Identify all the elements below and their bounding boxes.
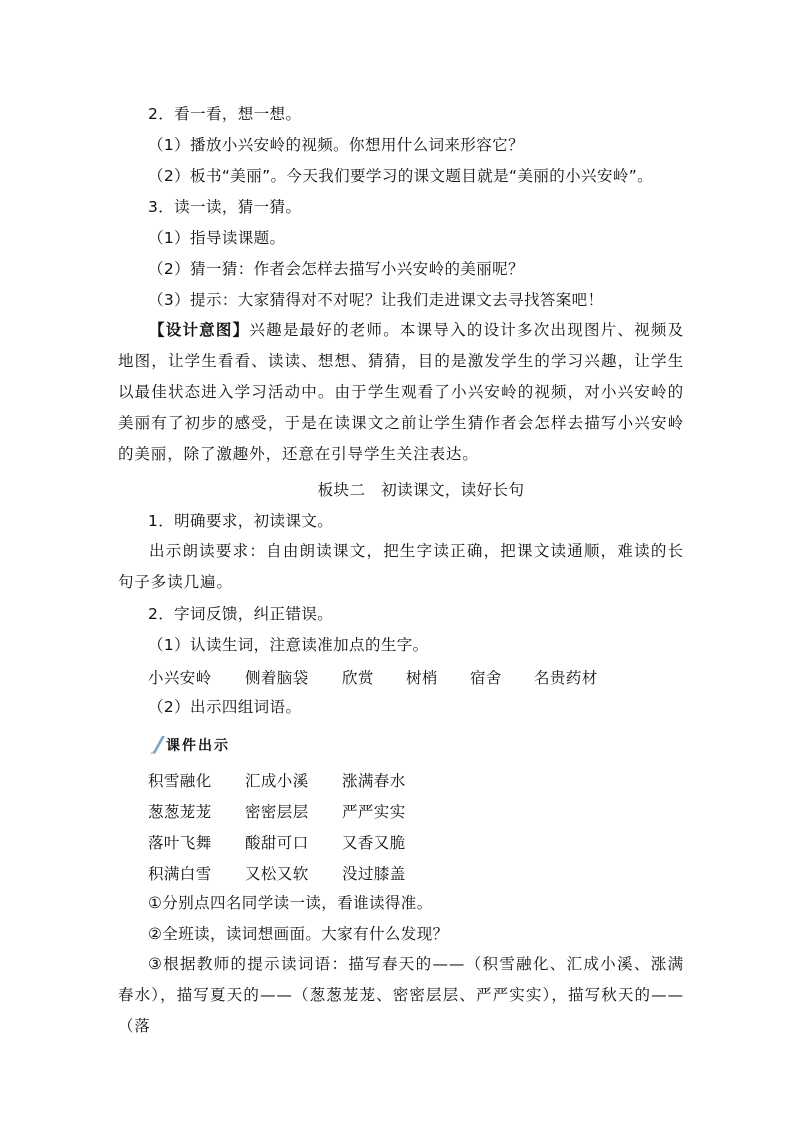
courseware-label: 课件出示	[166, 738, 230, 754]
section-2-heading: 板块二 初读课文，读好长句	[317, 481, 525, 499]
step-3-item-3: （3）提示：大家猜得对不对呢？让我们走进课文去寻找答案吧！	[148, 291, 604, 309]
word-cell: 落叶飞舞	[148, 834, 212, 852]
activity-1: ①分别点四名同学读一读，看谁读得准。	[148, 894, 433, 912]
word-cell: 涨满春水	[342, 772, 406, 790]
section-2-step-2-item-2: （2）出示四组词语。	[148, 698, 302, 716]
vocab-word: 名贵药材	[534, 669, 598, 687]
vocab-word: 侧着脑袋	[245, 669, 309, 687]
word-cell: 又香又脆	[342, 834, 406, 852]
courseware-badge	[150, 734, 230, 756]
step-3-item-2: （2）猜一猜：作者会怎样去描写小兴安岭的美丽呢？	[148, 260, 524, 278]
word-cell: 葱葱茏茏	[148, 803, 212, 821]
step-2-heading: 2．看一看，想一想。	[148, 105, 302, 123]
step-2-item-2: （2）板书“美丽”。今天我们要学习的课文题目就是“美丽的小兴安岭”。	[148, 167, 654, 185]
vocab-word: 小兴安岭	[148, 669, 212, 687]
section-2-step-2-item-1: （1）认读生词，注意读准加点的生字。	[148, 636, 429, 654]
design-intent-text: 兴趣是最好的老师。本课导入的设计多次出现图片、视频及地图，让学生看看、读读、想想、猜猜，目的是激发学生的学习兴趣，让学生以最佳状态进入学习活动中。由于学生观看了小兴安岭的视频，对小兴安岭的美丽有了初步的感受，于是在读课文之前让学生猜作者会怎样去描写小兴安岭的美丽，除了激趣外，还意在引导学生关注表达。	[118, 321, 684, 463]
section-2-step-2: 2．字词反馈，纠正错误。	[148, 605, 334, 623]
word-cell: 密密层层	[245, 803, 309, 821]
word-cell: 没过膝盖	[342, 865, 406, 883]
vocab-word: 欣赏	[342, 669, 374, 687]
activity-3: ③根据教师的提示读词语：描写春天的——（积雪融化、汇成小溪、涨满春水），描写夏天的——（葱葱茏茏、密密层层、严严实实），描写秋天的——（落	[118, 955, 684, 1035]
vocab-word: 树梢	[406, 669, 438, 687]
word-cell: 严严实实	[342, 803, 406, 821]
section-2-step-1: 1．明确要求，初读课文。	[148, 512, 334, 530]
reading-requirement: 出示朗读要求：自由朗读课文，把生字读正确，把课文读通顺，难读的长句子多读几遍。	[118, 542, 684, 591]
word-cell: 汇成小溪	[245, 772, 309, 790]
step-2-item-1: （1）播放小兴安岭的视频。你想用什么词来形容它？	[148, 136, 524, 154]
activity-2: ②全班读，读词想画面。大家有什么发现？	[148, 925, 449, 943]
step-3-heading: 3．读一读，猜一猜。	[148, 198, 302, 216]
word-cell: 又松又软	[245, 865, 309, 883]
step-3-item-1: （1）指导读课题。	[148, 229, 286, 247]
design-intent-paragraph	[118, 315, 684, 470]
word-cell: 积雪融化	[148, 772, 212, 790]
vocab-word: 宿舍	[470, 669, 502, 687]
word-cell: 积满白雪	[148, 865, 212, 883]
design-intent-label: 【设计意图】	[149, 321, 250, 339]
word-cell: 酸甜可口	[245, 834, 309, 852]
